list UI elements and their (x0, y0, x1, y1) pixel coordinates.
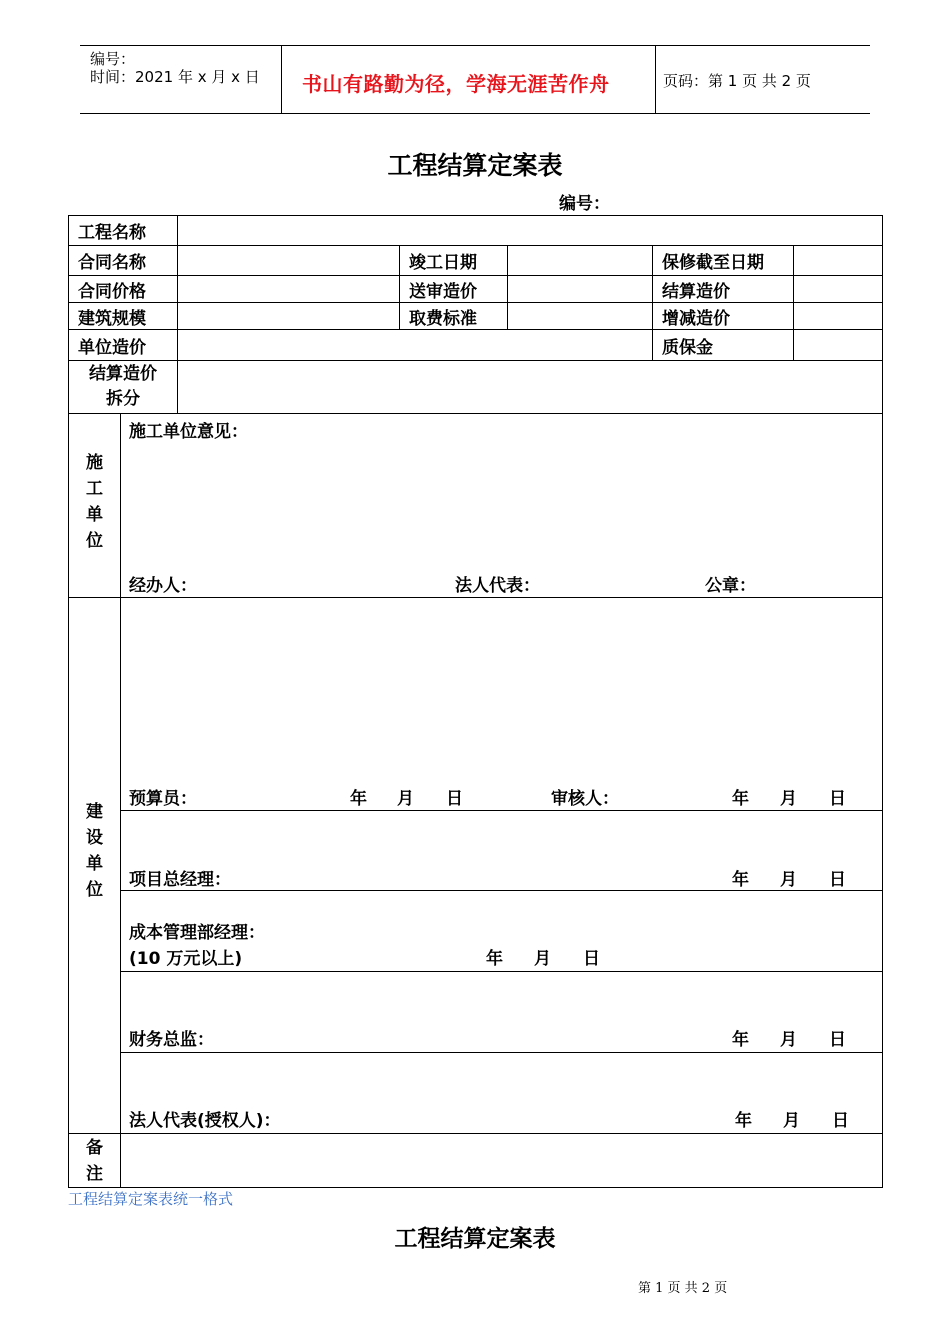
remark-side-label (69, 1134, 121, 1188)
value-price-breakdown[interactable] (178, 361, 883, 414)
legal-auth-year: 年 (735, 1111, 752, 1131)
pm-year: 年 (732, 870, 749, 890)
label-completion-date: 竣工日期 (400, 246, 508, 276)
contractor-side-char-1: 工 (86, 478, 103, 499)
budgeter-label: 预算员： (129, 789, 197, 809)
label-contract-price: 合同价格 (69, 276, 178, 303)
value-change-price[interactable] (794, 303, 883, 330)
cost-mgr-note: (10 万元以上) (129, 949, 243, 969)
budget-review-cell[interactable] (121, 598, 883, 811)
finance-month: 月 (780, 1030, 797, 1050)
reviewer-day: 日 (829, 789, 846, 809)
header-divider-1 (281, 46, 282, 113)
pm-day: 日 (829, 870, 846, 890)
contractor-opinion-label: 施工单位意见： (129, 422, 248, 442)
pm-label: 项目总经理： (129, 870, 231, 890)
seal-label: 公章： (705, 576, 756, 596)
cost-mgr-label: 成本管理部经理： (129, 923, 265, 943)
owner-side-char-2: 单 (86, 853, 103, 874)
finance-day: 日 (829, 1030, 846, 1050)
label-settlement-price: 结算造价 (653, 276, 794, 303)
cost-mgr-cell[interactable] (121, 891, 883, 972)
budgeter-month: 月 (397, 789, 414, 809)
legal-auth-month: 月 (783, 1111, 800, 1131)
contractor-side-label (69, 414, 121, 598)
label-project-name: 工程名称 (69, 216, 178, 246)
pm-month: 月 (780, 870, 797, 890)
value-warranty-date[interactable] (794, 246, 883, 276)
contractor-opinion-cell[interactable] (121, 414, 883, 598)
label-quality-deposit: 质保金 (653, 330, 794, 361)
page-title: 工程结算定案表 (387, 151, 563, 180)
value-contract-price[interactable] (178, 276, 400, 303)
label-building-scale: 建筑规模 (69, 303, 178, 330)
value-settlement-price[interactable] (794, 276, 883, 303)
owner-side-label (69, 598, 121, 1134)
owner-side-char-3: 位 (86, 879, 103, 900)
cost-mgr-month: 月 (534, 949, 551, 969)
label-submitted-price: 送审造价 (400, 276, 508, 303)
contractor-side-char-3: 位 (86, 530, 103, 551)
header-page-code: 页码：第 1 页 共 2 页 (663, 72, 811, 90)
finance-year: 年 (732, 1030, 749, 1050)
page-number: 第 1 页 共 2 页 (638, 1281, 728, 1296)
cost-mgr-year: 年 (486, 949, 503, 969)
footer-repeat-title: 工程结算定案表 (394, 1226, 556, 1252)
value-completion-date[interactable] (508, 246, 653, 276)
legal-auth-label: 法人代表(授权人)： (129, 1111, 281, 1131)
remark-side-char-0: 备 (86, 1137, 103, 1158)
label-warranty-date: 保修截至日期 (653, 246, 794, 276)
handler-label: 经办人： (129, 576, 197, 596)
remark-value[interactable] (121, 1134, 883, 1188)
header-doc-no: 编号： (90, 50, 136, 68)
value-fee-standard[interactable] (508, 303, 653, 330)
budgeter-day: 日 (446, 789, 463, 809)
finance-cell[interactable] (121, 972, 883, 1053)
owner-side-char-0: 建 (86, 801, 103, 822)
value-project-name[interactable] (178, 216, 883, 246)
legal-auth-day: 日 (832, 1111, 849, 1131)
legal-rep-label: 法人代表： (455, 576, 540, 596)
finance-label: 财务总监： (129, 1030, 214, 1050)
contractor-side-char-0: 施 (86, 452, 103, 473)
reviewer-year: 年 (732, 789, 749, 809)
value-contract-name[interactable] (178, 246, 400, 276)
remark-side-char-1: 注 (86, 1163, 103, 1184)
label-price-breakdown (69, 361, 178, 414)
form-number-label: 编号： (559, 194, 610, 214)
value-building-scale[interactable] (178, 303, 400, 330)
header-divider-2 (655, 46, 656, 113)
reviewer-label: 审核人： (551, 789, 619, 809)
owner-side-char-1: 设 (86, 827, 103, 848)
header-time: 时间：2021 年 x 月 x 日 (90, 68, 260, 86)
value-submitted-price[interactable] (508, 276, 653, 303)
value-unit-price[interactable] (178, 330, 653, 361)
label-unit-price: 单位造价 (69, 330, 178, 361)
pm-cell[interactable] (121, 811, 883, 891)
header-bottom-rule (80, 113, 870, 114)
contractor-side-char-2: 单 (86, 504, 103, 525)
footer-format-link[interactable]: 工程结算定案表统一格式 (68, 1190, 234, 1208)
settlement-form (68, 215, 883, 1188)
label-change-price: 增减造价 (653, 303, 794, 330)
budgeter-year: 年 (350, 789, 367, 809)
reviewer-month: 月 (780, 789, 797, 809)
label-breakdown-line2: 拆分 (106, 389, 140, 409)
label-fee-standard: 取费标准 (400, 303, 508, 330)
value-quality-deposit[interactable] (794, 330, 883, 361)
header-top-rule (80, 45, 870, 46)
cost-mgr-day: 日 (583, 949, 600, 969)
legal-auth-cell[interactable] (121, 1053, 883, 1134)
label-breakdown-line1: 结算造价 (89, 364, 157, 384)
header-motto: 书山有路勤为径，学海无涯苦作舟 (302, 72, 610, 96)
label-contract-name: 合同名称 (69, 246, 178, 276)
